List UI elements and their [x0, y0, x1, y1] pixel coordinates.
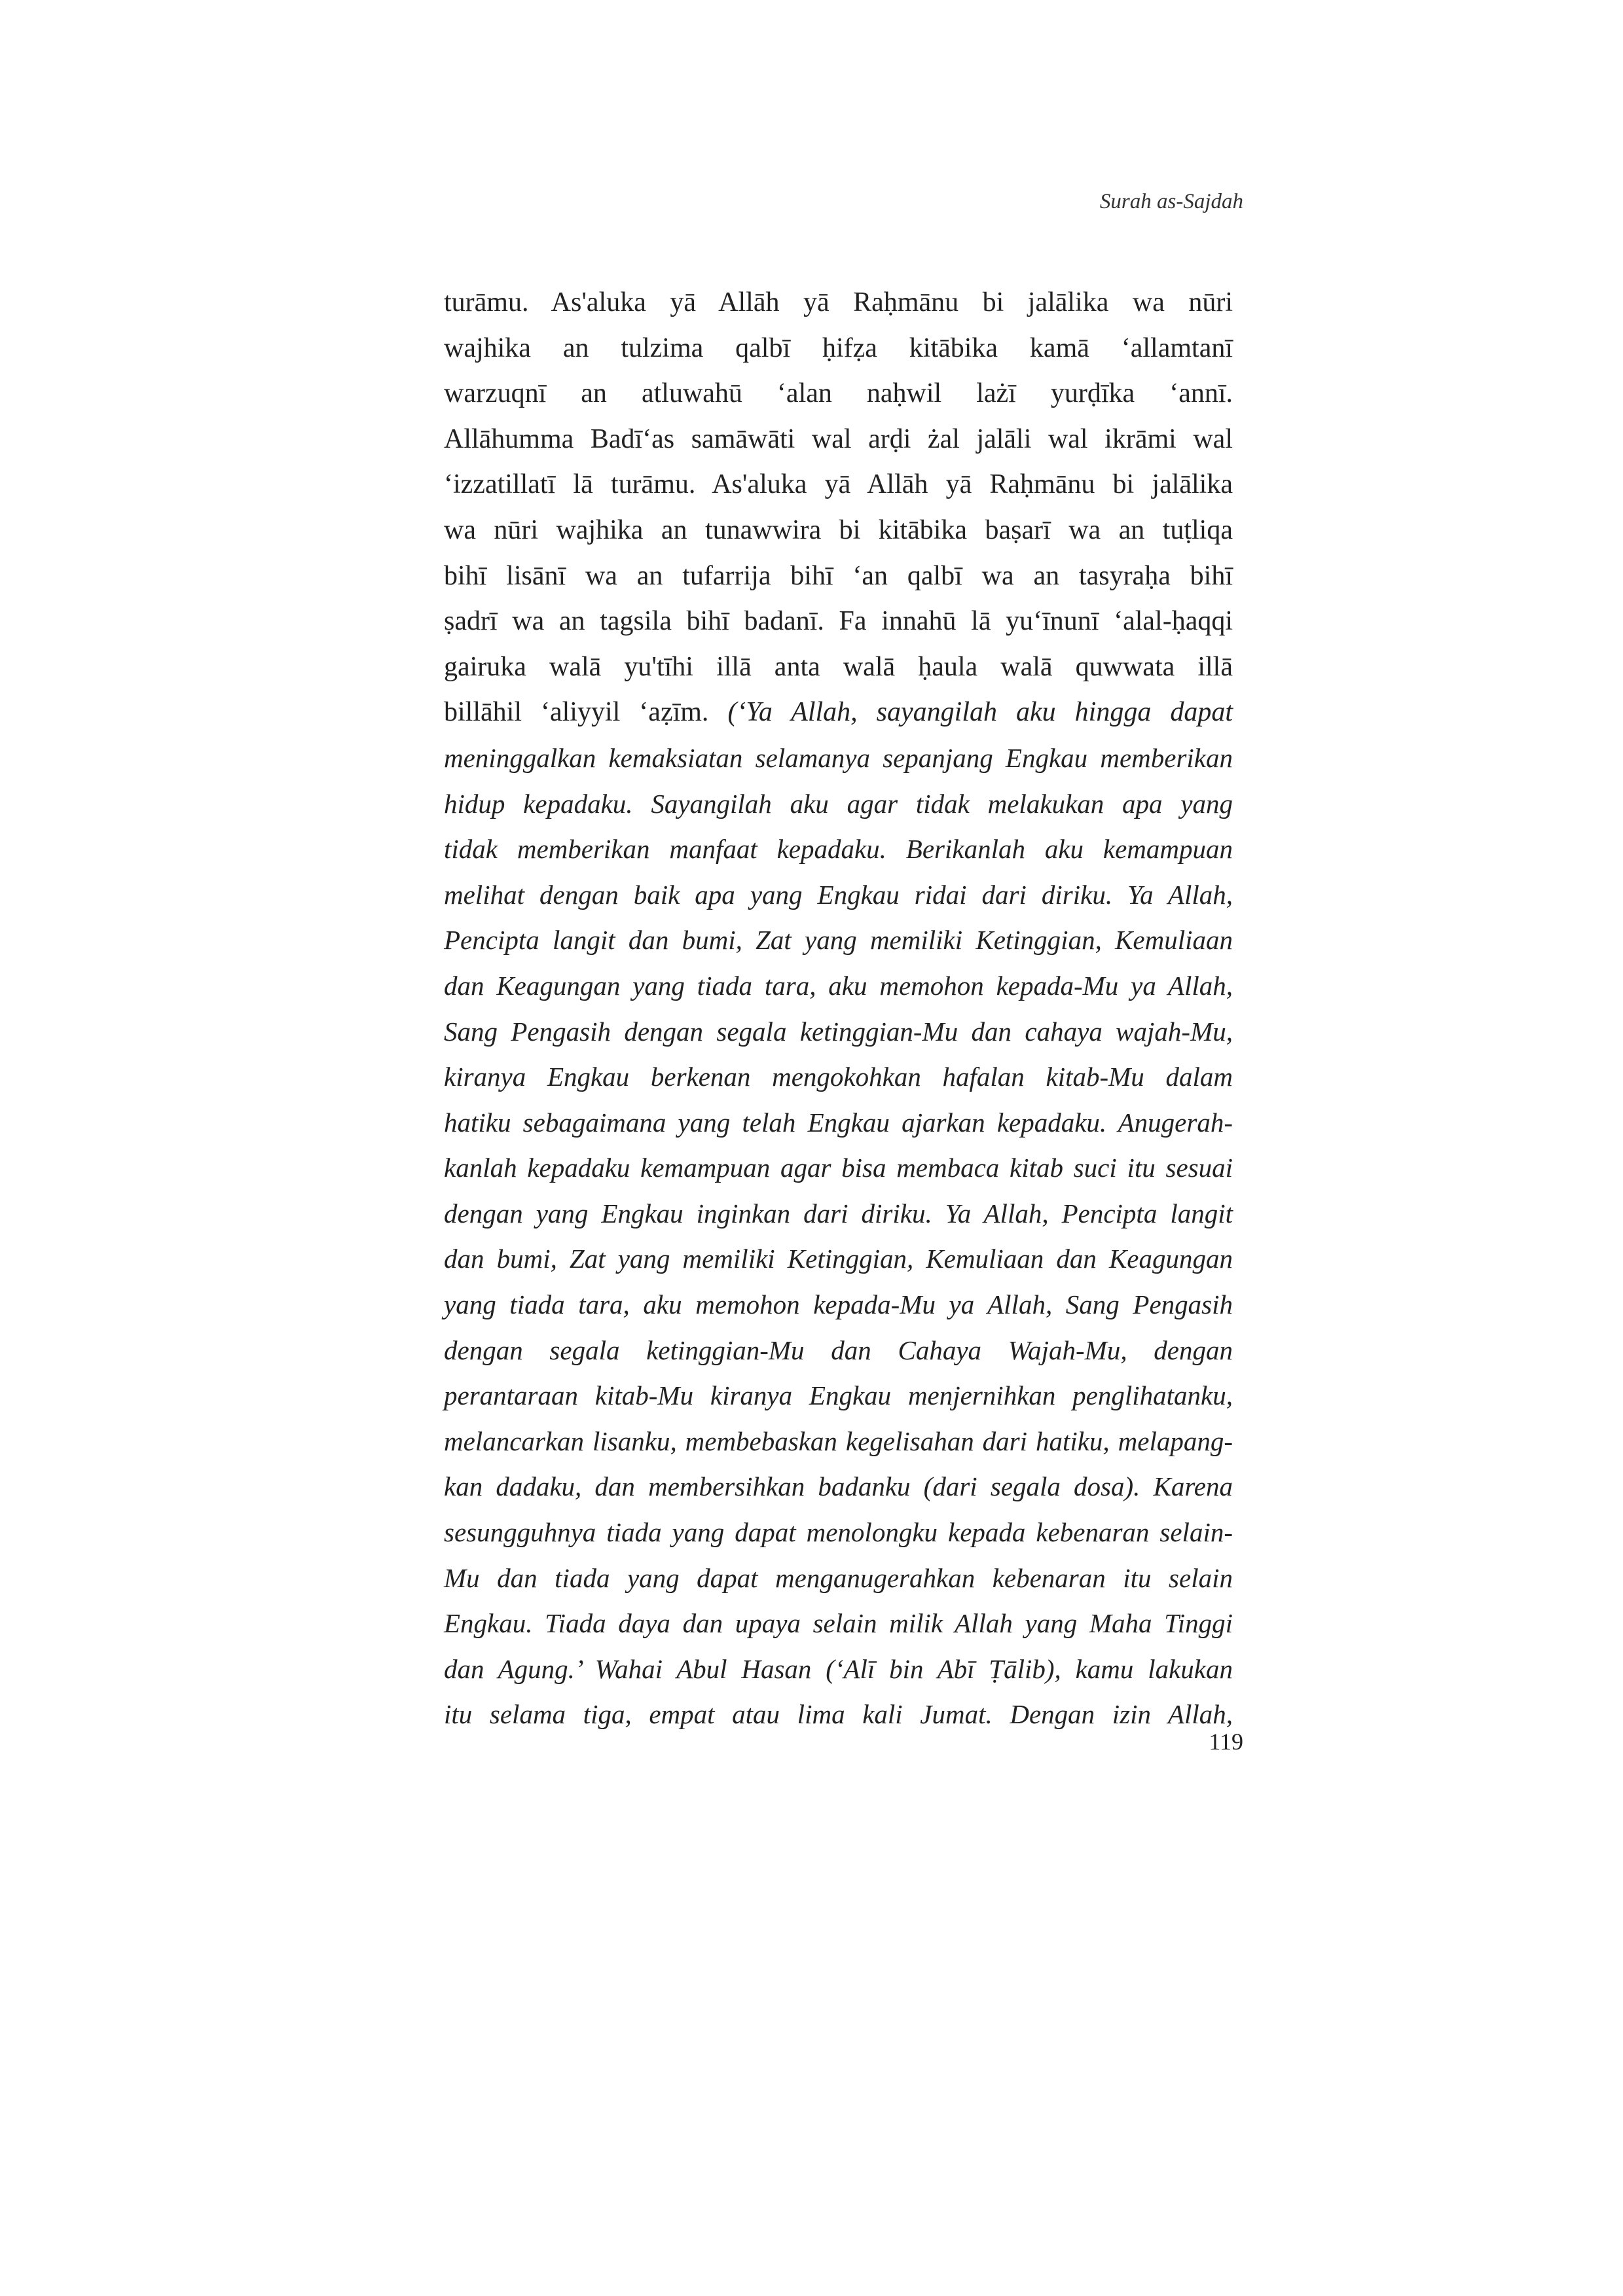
text-line: dan bumi, Zat yang memiliki Ketinggian, Kemuliaan dan Keagungan — [444, 1244, 1233, 1274]
text-line: wajhika an tulzima qalbī ḥifẓa kitābika kamā ‘allamtanī — [444, 332, 1233, 363]
text-line: Engkau. Tiada daya dan upaya selain milik Allah yang Maha Tinggi — [444, 1608, 1233, 1639]
translation-opening: (‘Ya Allah, sayangilah aku hingga dapat — [727, 697, 1233, 728]
running-header: Surah as-Sajdah — [1099, 190, 1243, 213]
text-line: dengan yang Engkau inginkan dari diriku. Ya Allah, Pencipta langit — [444, 1198, 1233, 1229]
text-line: itu selama tiga, empat atau lima kali Jumat. Dengan izin Allah, — [444, 1699, 1233, 1730]
text-line: ‘izzatillatī lā turāmu. As'aluka yā Allāh yā Raḥmānu bi jalālika — [444, 469, 1233, 500]
text-line: kan dadaku, dan membersihkan badanku (dari segala dosa). Karena — [444, 1471, 1233, 1502]
text-line: Allāhumma Badī‘as samāwāti wal arḍi żal jalāli wal ikrāmi wal — [444, 423, 1233, 454]
body-text — [444, 280, 1233, 1738]
text-line: melancarkan lisanku, membebaskan kegelisahan dari hatiku, melapang- — [444, 1426, 1233, 1456]
text-line: kanlah kepadaku kemampuan agar bisa membaca kitab suci itu sesuai — [444, 1153, 1233, 1183]
text-line: bihī lisānī wa an tufarrija bihī ‘an qalbī wa an tasyraḥa bihī — [444, 560, 1233, 591]
text-line: dengan segala ketinggian-Mu dan Cahaya Wajah-Mu, dengan — [444, 1335, 1233, 1365]
text-line: wa nūri wajhika an tunawwira bi kitābika baṣarī wa an tuṭliqa — [444, 514, 1233, 545]
text-line: kiranya Engkau berkenan mengokohkan hafalan kitab-Mu dalam — [444, 1062, 1233, 1092]
text-line: ṣadrī wa an tagsila bihī badanī. Fa innahū lā yu‘īnunī ‘alal-ḥaqqi — [444, 606, 1233, 637]
text-line: gairuka walā yu'tīhi illā anta walā ḥaula walā quwwata illā — [444, 651, 1233, 682]
mixed-text-line — [444, 690, 1233, 736]
text-line: yang tiada tara, aku memohon kepada-Mu ya Allah, Sang Pengasih — [444, 1289, 1233, 1320]
text-line: sesungguhnya tiada yang dapat menolongku kepada kebenaran selain- — [444, 1517, 1233, 1548]
text-line: hidup kepadaku. Sayangilah aku agar tidak melakukan apa yang — [444, 788, 1233, 819]
text-line: perantaraan kitab-Mu kiranya Engkau menjernihkan penglihatanku, — [444, 1380, 1233, 1411]
text-line: tidak memberikan manfaat kepadaku. Berikanlah aku kemampuan — [444, 834, 1233, 865]
text-line: Sang Pengasih dengan segala ketinggian-Mu dan cahaya wajah-Mu, — [444, 1016, 1233, 1047]
text-line: Pencipta langit dan bumi, Zat yang memiliki Ketinggian, Kemuliaan — [444, 925, 1233, 956]
text-line: Mu dan tiada yang dapat menganugerahkan kebenaran itu selain — [444, 1562, 1233, 1593]
text-line: dan Keagungan yang tiada tara, aku memohon kepada-Mu ya Allah, — [444, 970, 1233, 1001]
text-line: dan Agung.’ Wahai Abul Hasan (‘Alī bin Abī Ṭālib), kamu lakukan — [444, 1653, 1233, 1684]
text-line: turāmu. As'aluka yā Allāh yā Raḥmānu bi jalālika wa nūri — [444, 287, 1233, 317]
text-line: hatiku sebagaimana yang telah Engkau ajarkan kepadaku. Anugerah- — [444, 1107, 1233, 1138]
text-line: meninggalkan kemaksiatan selamanya sepanjang Engkau memberikan — [444, 742, 1233, 773]
page-number: 119 — [1209, 1729, 1243, 1755]
text-line: warzuqnī an atluwahū ‘alan naḥwil lażī yurḍīka ‘annī. — [444, 378, 1233, 409]
transliteration-ending: billāhil ‘aliyyil ‘aẓīm. — [444, 697, 709, 728]
text-line: melihat dengan baik apa yang Engkau ridai dari diriku. Ya Allah, — [444, 879, 1233, 910]
